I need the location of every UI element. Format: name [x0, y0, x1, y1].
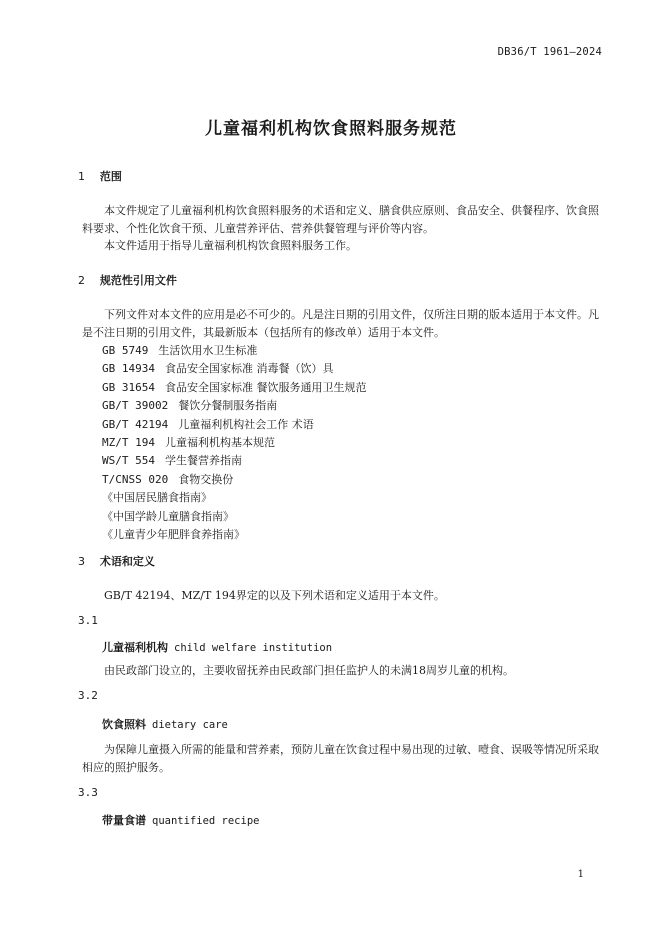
term-definition: 由民政部门设立的，主要收留抚养由民政部门担任监护人的未满18周岁儿童的机构。: [104, 664, 514, 677]
term-chinese: 儿童福利机构: [102, 641, 168, 654]
term-chinese: 带量食谱: [102, 814, 146, 827]
reference-title: 学生餐营养指南: [164, 454, 242, 468]
reference-title: 餐饮分餐制服务指南: [178, 399, 278, 413]
term-english: child welfare institution: [174, 642, 333, 654]
reference-item: [102, 471, 366, 489]
reference-book: 《儿童青少年肥胖食养指南》: [102, 527, 245, 541]
reference-title: 食品安全国家标准 餐饮服务通用卫生规范: [164, 380, 367, 394]
reference-code: GB/T 42194: [102, 417, 169, 431]
term-heading: [102, 639, 332, 655]
term-chinese: 饮食照料: [102, 718, 146, 731]
reference-item: [102, 434, 366, 452]
page-number: 1: [577, 869, 584, 880]
section-title: 规范性引用文件: [99, 274, 177, 287]
normative-reference-list: [102, 342, 366, 544]
section-2-heading: [78, 272, 177, 288]
reference-title: 儿童福利机构基本规范: [164, 435, 275, 449]
reference-title: 食品安全国家标准 消毒餐（饮）具: [164, 362, 334, 376]
reference-title: 生活饮用水卫生标准: [158, 344, 258, 357]
section-1-heading: [78, 168, 122, 184]
term-english: quantified recipe: [152, 815, 260, 827]
section-3-heading: [78, 553, 155, 569]
section-1-paragraph-1: 本文件规定了儿童福利机构饮食照料服务的术语和定义、膳食供应原则、食品安全、供餐程序、饮食照料要求、个性化饮食干预、儿童营养评估、营养供餐管理与评价等内容。: [82, 204, 599, 235]
reference-book: 《中国居民膳食指南》: [102, 491, 212, 505]
reference-code: T/CNSS 020: [102, 472, 169, 486]
reference-title: 食物交换份: [178, 472, 234, 486]
reference-code: WS/T 554: [102, 454, 155, 468]
document-code: DB36/T 1961—2024: [497, 46, 602, 58]
term-heading: [102, 812, 259, 828]
clause-number: 3.1: [78, 614, 98, 627]
reference-item: [102, 342, 366, 360]
reference-book: 《中国学龄儿童膳食指南》: [102, 509, 234, 523]
reference-item: [102, 416, 366, 434]
section-1-paragraph-2: 本文件适用于指导儿童福利机构饮食照料服务工作。: [104, 239, 357, 252]
section-number: 2: [78, 274, 85, 287]
term-definition: 为保障儿童摄入所需的能量和营养素，预防儿童在饮食过程中易出现的过敏、噎食、误吸等情况所采取相应的照护服务。: [82, 743, 599, 774]
reference-code: GB 5749: [102, 344, 149, 357]
section-title: 术语和定义: [99, 555, 155, 568]
clause-number: 3.3: [78, 786, 98, 799]
reference-code: GB 14934: [102, 362, 155, 376]
reference-code: GB 31654: [102, 380, 155, 394]
clause-number: 3.2: [78, 689, 98, 702]
reference-item: [102, 379, 366, 397]
section-title: 范围: [99, 170, 122, 183]
reference-code: MZ/T 194: [102, 435, 155, 449]
reference-title: 儿童福利机构社会工作 术语: [178, 417, 314, 431]
document-title: 儿童福利机构饮食照料服务规范: [205, 119, 457, 139]
section-number: 1: [78, 170, 85, 183]
term-heading: [102, 716, 228, 732]
reference-code: GB/T 39002: [102, 399, 169, 413]
section-number: 3: [78, 555, 85, 568]
term-english: dietary care: [152, 719, 228, 731]
reference-item: [102, 452, 366, 470]
reference-item: [102, 397, 366, 415]
section-2-intro: 下列文件对本文件的应用是必不可少的。凡是注日期的引用文件，仅所注日期的版本适用于本文件。凡是不注日期的引用文件，其最新版本（包括所有的修改单）适用于本文件。: [82, 308, 599, 339]
section-3-intro: GB/T 42194、MZ/T 194界定的以及下列术语和定义适用于本文件。: [104, 589, 445, 602]
reference-item: [102, 360, 366, 378]
